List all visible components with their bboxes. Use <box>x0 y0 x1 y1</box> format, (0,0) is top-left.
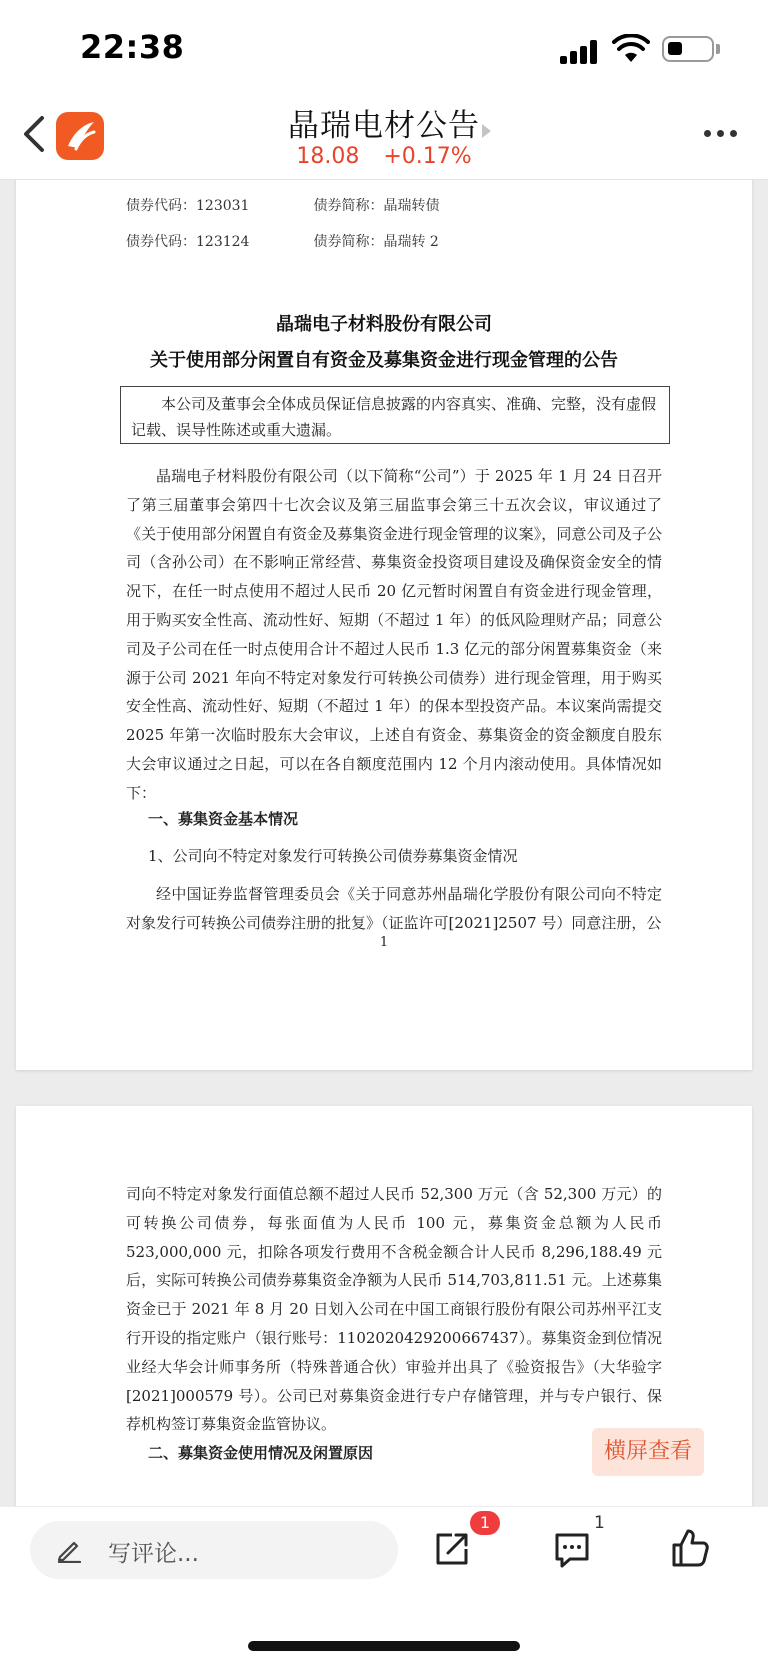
bond-info-2: 债券代码：123124 债券简称：晶瑞转 2 <box>126 234 439 250</box>
section-heading-2: 二、募集资金使用情况及闲置原因 <box>148 1444 374 1462</box>
document-page-1 <box>16 180 752 1070</box>
status-time: 22:38 <box>80 28 185 66</box>
company-name: 晶瑞电子材料股份有限公司 <box>276 314 492 335</box>
comment-count: 1 <box>594 1513 605 1533</box>
home-indicator <box>248 1641 520 1651</box>
landscape-view-button[interactable]: 横屏查看 <box>592 1428 704 1476</box>
comment-placeholder: 写评论... <box>108 1541 199 1567</box>
comment-input[interactable] <box>30 1521 398 1579</box>
share-badge: 1 <box>470 1511 500 1535</box>
paragraph-2: 司向不特定对象发行面值总额不超过人民币 52,300 万元（含 52,300 万元）的可转换公司债券，每张面值为人民币 100 元，募集资金总额为人民币 523,000,000 元，扣除各项发行费用不含税金额合计人民币 8,296,188.49 元后，实际可转换公司债券募集资金净额为人民币 514,703,811.51 元。上述募集资金已于 2021 年 8 月 20 日划入公司在中国工商银行股份有限公司苏州平江支行开设的指定账户（银行账号：1102020429200667437）。募集资金到位情况业经大华会计师事务所（特殊普通合伙）审验并出具了《验资报告》（大华验字[2021]000579 号）。公司已对募集资金进行专户存储管理，并与专户银行、保荐机构签订募集资金监管协议。 <box>126 1185 662 1434</box>
wifi-icon <box>612 34 650 64</box>
battery-icon <box>662 36 714 62</box>
stock-quote <box>0 144 768 169</box>
document-viewer[interactable] <box>0 180 768 1506</box>
announcement-title: 关于使用部分闲置自有资金及募集资金进行现金管理的公告 <box>150 350 618 371</box>
disclaimer-box: 本公司及董事会全体成员保证信息披露的内容真实、准确、完整，没有虚假记载、误导性陈述或重大遗漏。 <box>120 386 670 444</box>
pencil-icon <box>56 1537 82 1563</box>
page-number: 1 <box>379 935 389 950</box>
more-icon[interactable] <box>704 126 744 142</box>
intro-paragraph: 晶瑞电子材料股份有限公司（以下简称“公司”）于 2025 年 1 月 24 日召开了第三届董事会第四十七次会议及第三届监事会第三十五次会议，审议通过了《关于使用部分闲置自有资金及募集资金进行现金管理的议案》，同意公司及子公司（含孙公司）在不影响正常经营、募集资金投资项目建设及确保资金安全的情况下，在任一时点使用不超过人民币 20 亿元暂时闲置自有资金进行现金管理，用于购买安全性高、流动性好、短期（不超过 1 年）的低风险理财产品；同意公司及子公司在任一时点使用合计不超过人民币 1.3 亿元的部分闲置募集资金（来源于公司 2021 年向不特定对象发行可转换公司债券）进行现金管理，用于购买安全性高、流动性好、短期（不超过 1 年）的保本型投资产品。本议案尚需提交 2025 年第一次临时股东大会审议，上述自有资金、募集资金的资金额度自股东大会审议通过之日起，可以在各自额度范围内 12 个月内滚动使用。具体情况如下： <box>126 467 662 802</box>
comment-icon[interactable] <box>552 1531 592 1569</box>
page-title: 晶瑞电材公告 <box>288 108 480 144</box>
stock-change: +0.17% <box>383 144 472 169</box>
paragraph-1: 经中国证券监督管理委员会《关于同意苏州晶瑞化学股份有限公司向不特定对象发行可转换公司债券注册的批复》（证监许可[2021]2507 号）同意注册，公 <box>126 885 662 932</box>
bottom-toolbar <box>0 1506 768 1663</box>
signal-icon <box>560 36 604 64</box>
app-header <box>0 92 768 180</box>
section-heading-1: 一、募集资金基本情况 <box>148 810 299 828</box>
stock-price: 18.08 <box>296 144 360 169</box>
bond-info-1: 债券代码：123031 债券简称：晶瑞转债 <box>126 198 440 214</box>
quote-arrow-icon[interactable] <box>482 124 491 138</box>
share-icon[interactable] <box>432 1529 472 1569</box>
subsection-heading-1: 1、公司向不特定对象发行可转换公司债券募集资金情况 <box>148 847 518 865</box>
status-bar <box>0 0 768 92</box>
like-icon[interactable] <box>670 1527 710 1569</box>
